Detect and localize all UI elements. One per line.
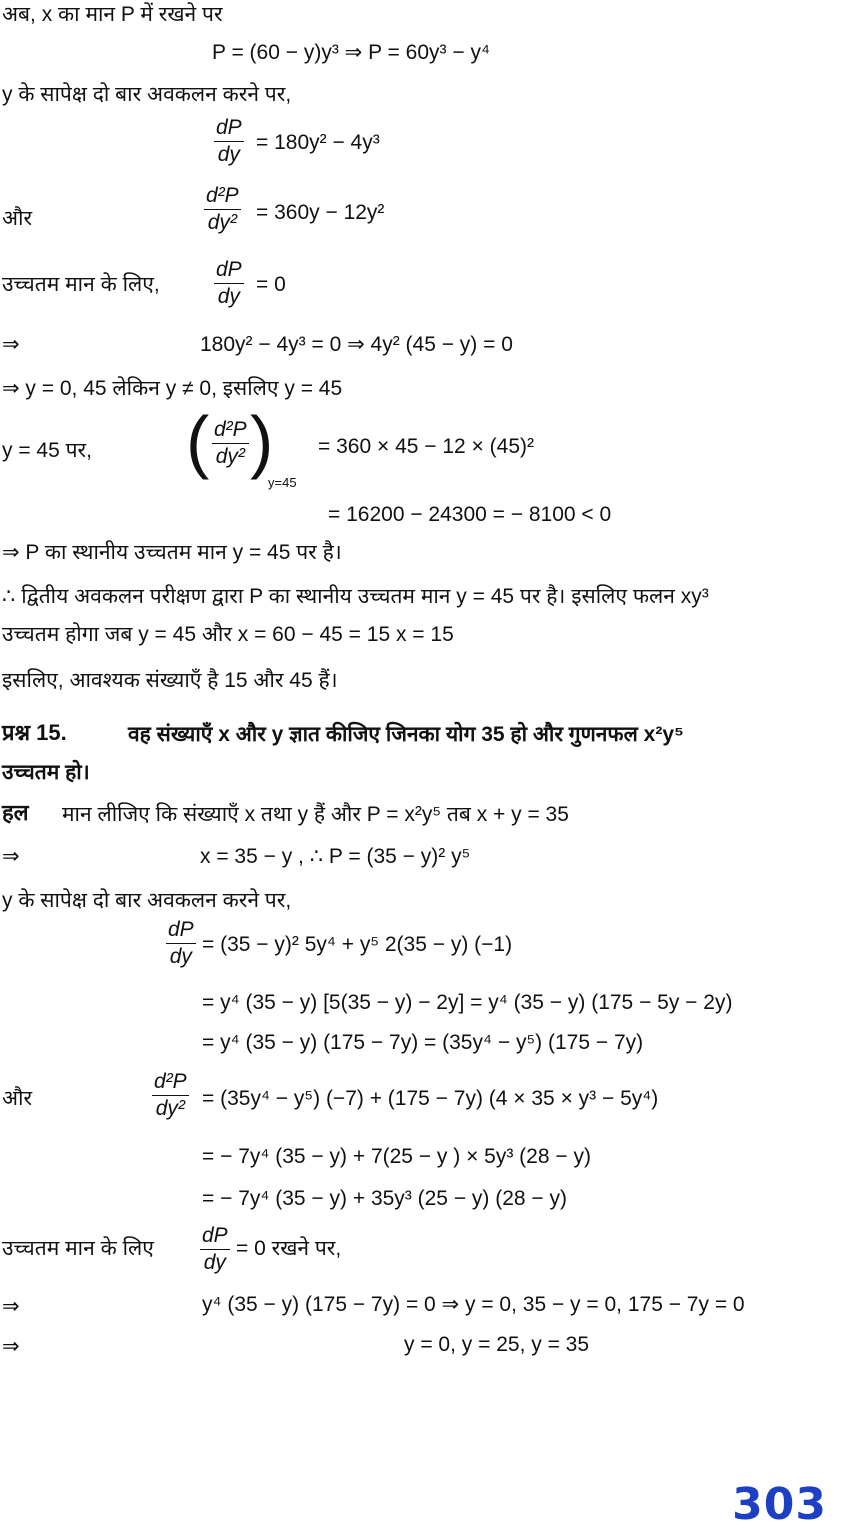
label: और [2,207,33,230]
equation: = 180y² − 4y³ [256,131,380,154]
text-line: ⇒ P का स्थानीय उच्चतम मान y = 45 पर है। [2,541,342,564]
equation: 180y² − 4y³ = 0 ⇒ 4y² (45 − y) = 0 [200,333,513,356]
implies-arrow: ⇒ [2,845,20,868]
equation: x = 35 − y , ∴ P = (35 − y)² y⁵ [200,845,471,868]
fraction-d2p-dy2 [212,418,249,469]
fraction-bar [152,1095,189,1096]
implies-arrow: ⇒ [2,1295,20,1318]
fraction-numerator: dP [202,1224,228,1247]
text-line: = 0 रखने पर, [236,1237,342,1260]
implies-arrow: ⇒ [2,333,20,356]
text-line: ⇒ y = 0, 45 लेकिन y ≠ 0, इसलिए y = 45 [2,377,343,400]
equation: = 0 [256,273,286,296]
fraction-denominator: dy [217,285,240,308]
fraction-bar [214,141,244,142]
question-label: प्रश्न 15. [2,720,67,745]
fraction-bar [166,943,196,944]
equation: = (35y⁴ − y⁵) (−7) + (175 − 7y) (4 × 35 × y³ − 5y⁴) [202,1087,659,1110]
text-line: y के सापेक्ष दो बार अवकलन करने पर, [2,83,292,106]
fraction-denominator: dy [169,945,192,968]
implies-arrow: ⇒ [2,1335,20,1358]
text-line: इसलिए, आवश्यक संख्याएँ है 15 और 45 हैं। [2,669,338,692]
equation: y⁴ (35 − y) (175 − 7y) = 0 ⇒ y = 0, 35 − y = 0, 175 − 7y = 0 [202,1293,745,1316]
fraction-d2p-dy2 [204,184,241,235]
fraction-dp-dy [214,116,244,167]
label: उच्चतम मान के लिए, [2,273,160,296]
equation: y = 0, y = 25, y = 35 [404,1333,590,1356]
equation: = 360 × 45 − 12 × (45)² [318,435,534,458]
text-line: y के सापेक्ष दो बार अवकलन करने पर, [2,889,292,912]
equation: = y⁴ (35 − y) [5(35 − y) − 2y] = y⁴ (35 − y) (175 − 5y − 2y) [202,991,733,1014]
fraction-denominator: dy [217,143,240,166]
fraction-numerator: d²P [206,184,239,207]
question-text: उच्चतम हो। [2,761,90,784]
fraction-numerator: dP [168,918,194,941]
fraction-bar [200,1249,230,1250]
fraction-numerator: dP [216,258,242,281]
fraction-bar [212,443,249,444]
solution-label: हल [2,800,29,825]
equation: = y⁴ (35 − y) (175 − 7y) = (35y⁴ − y⁵) (175 − 7y) [202,1031,644,1054]
equation: = − 7y⁴ (35 − y) + 7(25 − y ) × 5y³ (28 − y) [202,1145,591,1168]
fraction-bar [204,209,241,210]
fraction-bar [214,283,244,284]
fraction-dp-dy [214,258,244,309]
fraction-dp-dy [166,918,196,969]
fraction-numerator: dP [216,116,242,139]
label: और [2,1087,33,1110]
label: y = 45 पर, [2,439,92,462]
question-text: वह संख्याएँ x और y ज्ञात कीजिए जिनका योग 35 हो और गुणनफल x²y⁵ [128,723,684,746]
fraction-denominator: dy² [155,1097,185,1120]
fraction-numerator: d²P [214,418,247,441]
equation: = 16200 − 24300 = − 8100 < 0 [328,503,612,526]
text-line: ∴ द्वितीय अवकलन परीक्षण द्वारा P का स्थानीय उच्चतम मान y = 45 पर है। इसलिए फलन xy³ [2,585,709,608]
page-number: 303 [732,1479,827,1530]
equation: = 360y − 12y² [256,201,385,224]
fraction-denominator: dy² [215,445,245,468]
text-line: उच्चतम होगा जब y = 45 और x = 60 − 45 = 15 x = 15 [2,623,454,646]
text-line: अब, x का मान P में रखने पर [2,3,223,26]
label: उच्चतम मान के लिए [2,1237,154,1260]
fraction-d2p-dy2 [152,1070,189,1121]
fraction-numerator: d²P [154,1070,187,1093]
equation: = − 7y⁴ (35 − y) + 35y³ (25 − y) (28 − y) [202,1187,568,1210]
subscript: y=45 [268,475,297,490]
fraction-dp-dy [200,1224,230,1275]
fraction-denominator: dy [203,1251,226,1274]
text-line: मान लीजिए कि संख्याएँ x तथा y हैं और P = x²y⁵ तब x + y = 35 [62,803,569,826]
equation: P = (60 − y)y³ ⇒ P = 60y³ − y⁴ [212,41,490,64]
fraction-denominator: dy² [207,211,237,234]
equation: = (35 − y)² 5y⁴ + y⁵ 2(35 − y) (−1) [202,933,513,956]
left-paren: ( [186,402,210,480]
right-paren: ) [250,402,274,480]
